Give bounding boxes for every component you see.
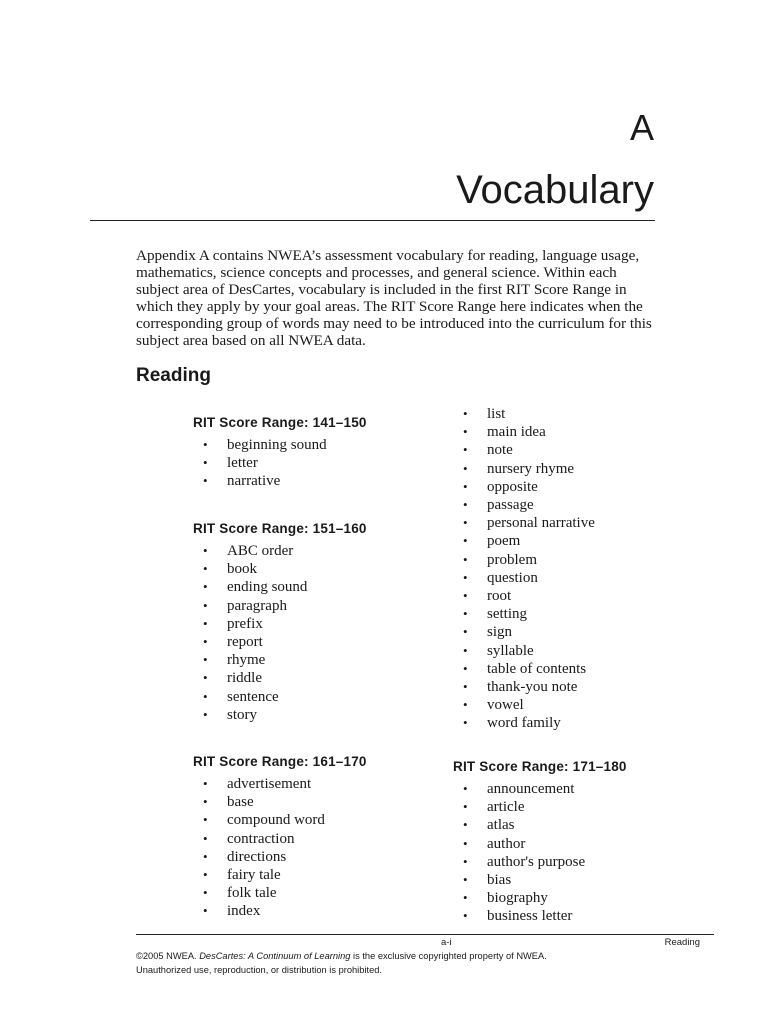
vocab-list [193, 436, 433, 491]
section-heading: Reading [136, 365, 211, 386]
vocab-item: • story [227, 706, 433, 724]
range-heading: RIT Score Range: 141–150 [193, 415, 367, 430]
vocab-item: • author's purpose [487, 853, 693, 871]
range-171-180 [453, 759, 693, 926]
vocab-item: • thank-you note [487, 678, 693, 696]
vocab-item: • sentence [227, 688, 433, 706]
vocab-item: • business letter [487, 907, 693, 925]
page-title: Vocabulary [456, 168, 654, 212]
vocab-item: • question [487, 569, 693, 587]
vocab-item: • author [487, 835, 693, 853]
copyright-notice [136, 949, 696, 977]
vocab-item: • word family [487, 714, 693, 732]
vocab-item: • advertisement [227, 775, 433, 793]
vocab-list [193, 542, 433, 724]
range-151-160 [193, 521, 433, 724]
vocab-item: • opposite [487, 478, 693, 496]
vocab-item: • report [227, 633, 433, 651]
vocab-item: • narrative [227, 472, 433, 490]
vocab-item: • rhyme [227, 651, 433, 669]
copyright-prefix: 2005 NWEA. [142, 951, 200, 961]
vocab-item: • contraction [227, 830, 433, 848]
vocab-item: • personal narrative [487, 514, 693, 532]
vocab-item: • directions [227, 848, 433, 866]
vocab-item: • note [487, 441, 693, 459]
appendix-letter: A [629, 107, 654, 148]
range-heading: RIT Score Range: 151–160 [193, 521, 367, 536]
vocab-item: • problem [487, 551, 693, 569]
vocab-item: • table of contents [487, 660, 693, 678]
vocab-item: • vowel [487, 696, 693, 714]
vocab-item: • folk tale [227, 884, 433, 902]
vocab-item: • ABC order [227, 542, 433, 560]
vocab-item: • atlas [487, 816, 693, 834]
footer-section-label: Reading [664, 937, 700, 948]
range-heading: RIT Score Range: 171–180 [453, 759, 627, 774]
copyright-title: DesCartes: A Continuum of Learning [199, 951, 351, 961]
range-151-160-continued [453, 405, 693, 733]
vocab-item: • syllable [487, 642, 693, 660]
vocab-item: • root [487, 587, 693, 605]
vocab-item: • announcement [487, 780, 693, 798]
vocab-item: • book [227, 560, 433, 578]
vocab-item: • setting [487, 605, 693, 623]
vocab-list [193, 775, 433, 921]
vocab-item: • article [487, 798, 693, 816]
range-161-170 [193, 754, 433, 921]
copyright-line-2: Unauthorized use, reproduction, or distribution is prohibited. [136, 965, 382, 975]
vocab-item: • passage [487, 496, 693, 514]
page-number: a-i [441, 937, 452, 948]
vocab-item: • prefix [227, 615, 433, 633]
vocab-item: • beginning sound [227, 436, 433, 454]
intro-paragraph: Appendix A contains NWEA’s assessment vocabulary for reading, language usage, mathematics, science concepts and processes, and general science. Within each subject area of DesCartes, vocabulary is included in the first RIT Score Range in which they apply by your goal areas. The RIT Score Range here indicates when the corresponding group of words may need to be introduced into the curriculum for this subject area based on all NWEA data. [136, 247, 652, 349]
range-141-150 [193, 415, 433, 491]
vocab-item: • letter [227, 454, 433, 472]
copyright-symbol: © [136, 951, 143, 961]
title-divider [90, 220, 655, 221]
vocab-item: • bias [487, 871, 693, 889]
vocab-item: • biography [487, 889, 693, 907]
range-heading: RIT Score Range: 161–170 [193, 754, 367, 769]
vocab-item: • fairy tale [227, 866, 433, 884]
footer-divider [136, 934, 714, 935]
vocab-item: • sign [487, 623, 693, 641]
vocab-item: • list [487, 405, 693, 423]
vocab-list [453, 405, 693, 733]
vocab-list [453, 780, 693, 926]
copyright-suffix: is the exclusive copyrighted property of NWEA. [350, 951, 547, 961]
vocab-item: • poem [487, 532, 693, 550]
vocab-item: • riddle [227, 669, 433, 687]
vocab-item: • paragraph [227, 597, 433, 615]
vocab-item: • main idea [487, 423, 693, 441]
vocab-item: • base [227, 793, 433, 811]
vocab-item: • nursery rhyme [487, 460, 693, 478]
vocab-item: • index [227, 902, 433, 920]
vocab-item: • ending sound [227, 578, 433, 596]
vocab-item: • compound word [227, 811, 433, 829]
